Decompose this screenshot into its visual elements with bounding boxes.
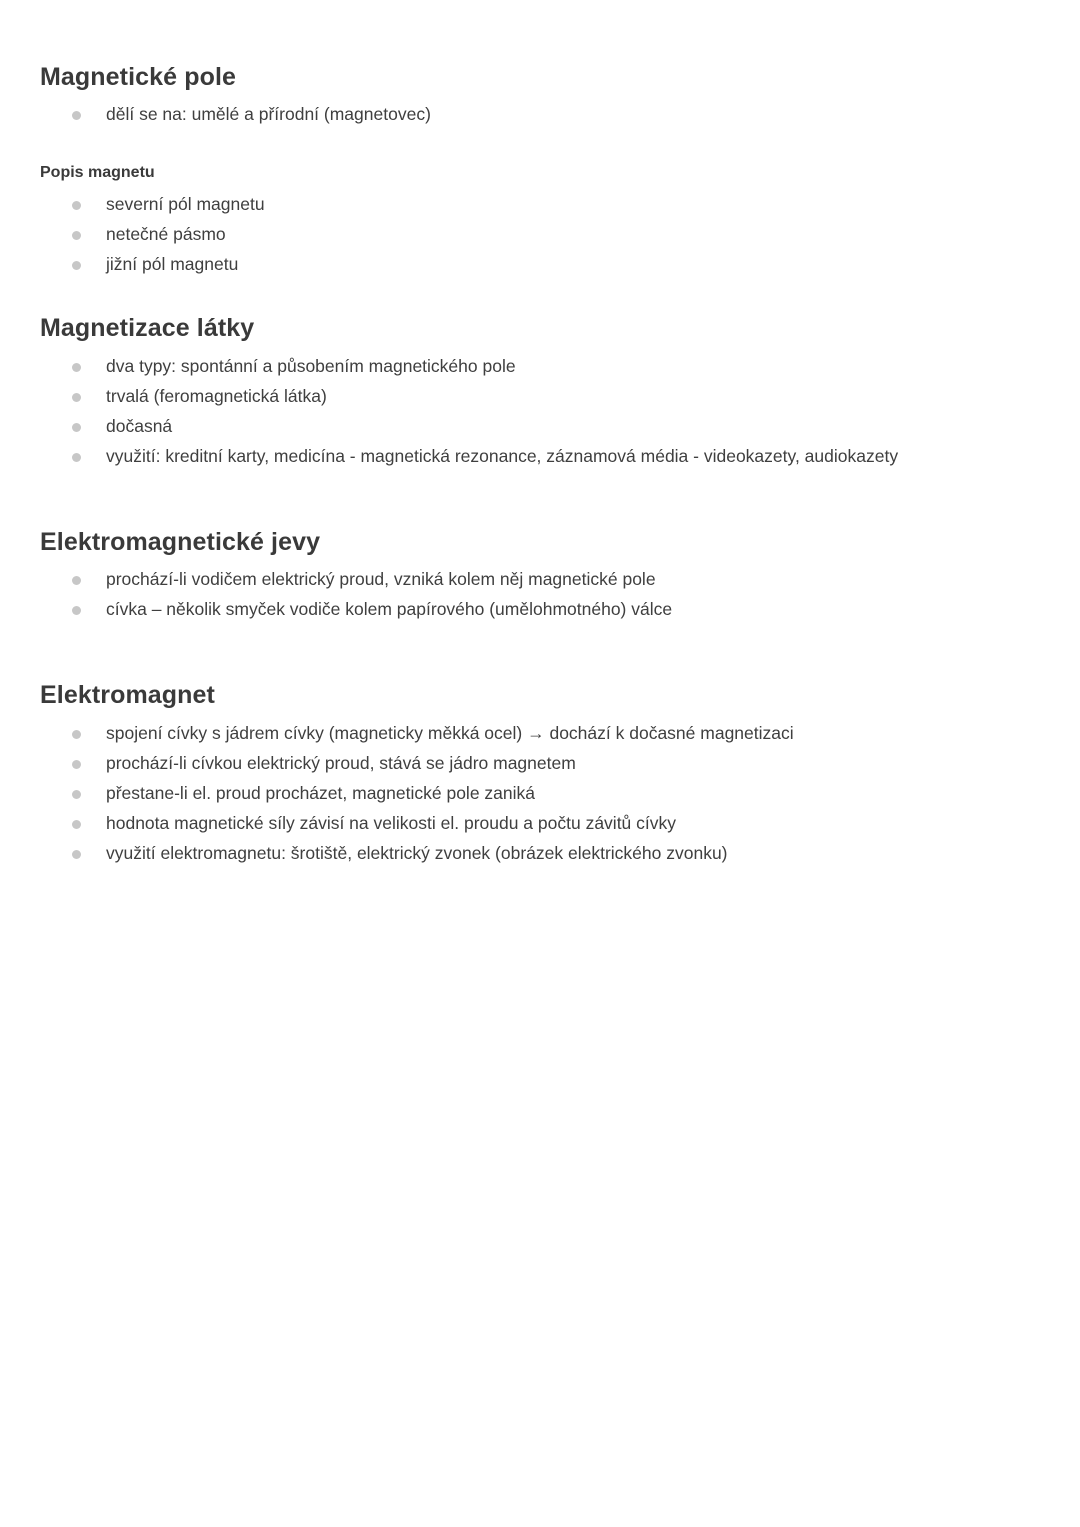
list-item: trvalá (feromagnetická látka) [40, 381, 1018, 411]
spacer [40, 129, 1018, 163]
section-heading-popis-magnetu: Popis magnetu [40, 164, 155, 182]
list-item: netečné pásmo [40, 219, 1018, 249]
list-item: prochází-li cívkou elektrický proud, stává se jádro magnetem [40, 748, 1018, 778]
section-heading-elektromagnet: Elektromagnet [40, 681, 215, 710]
spacer [40, 471, 1018, 527]
section-heading-elektromagneticke-jevy: Elektromagnetické jevy [40, 528, 321, 557]
section-heading-magneticke-pole: Magnetické pole [40, 63, 236, 91]
list-item: cívka – několik smyček vodiče kolem papírového (umělohmotného) válce [40, 594, 1018, 624]
list-item: severní pól magnetu [40, 189, 1018, 219]
list-item: hodnota magnetické síly závisí na velikosti el. proudu a počtu závitů cívky [40, 808, 1018, 838]
spacer [40, 279, 1018, 313]
bullet-list-elektromagneticke-jevy [40, 564, 1018, 624]
list-item: dva typy: spontánní a působením magnetického pole [40, 351, 1018, 381]
list-item: využití: kreditní karty, medicína - magnetická rezonance, záznamová média - videokazety, audiokazety [40, 441, 1018, 471]
section-heading-magnetizace-latky: Magnetizace látky [40, 314, 255, 343]
list-item: dělí se na: umělé a přírodní (magnetovec) [40, 99, 1018, 129]
list-item: přestane-li el. proud procházet, magnetické pole zaniká [40, 778, 1018, 808]
list-item: spojení cívky s jádrem cívky (magneticky měkká ocel) → dochází k dočasné magnetizaci [40, 718, 1018, 748]
bullet-list-magneticke-pole [40, 99, 1018, 129]
list-item: jižní pól magnetu [40, 249, 1018, 279]
bullet-list-magnetizace-latky [40, 351, 1018, 471]
list-item: využití elektromagnetu: šrotiště, elektrický zvonek (obrázek elektrického zvonku) [40, 838, 1018, 868]
bullet-list-popis-magnetu [40, 189, 1018, 279]
spacer [40, 624, 1018, 680]
list-item: prochází-li vodičem elektrický proud, vzniká kolem něj magnetické pole [40, 564, 1018, 594]
bullet-list-elektromagnet [40, 718, 1018, 868]
list-item: dočasná [40, 411, 1018, 441]
document-body [40, 62, 1018, 868]
